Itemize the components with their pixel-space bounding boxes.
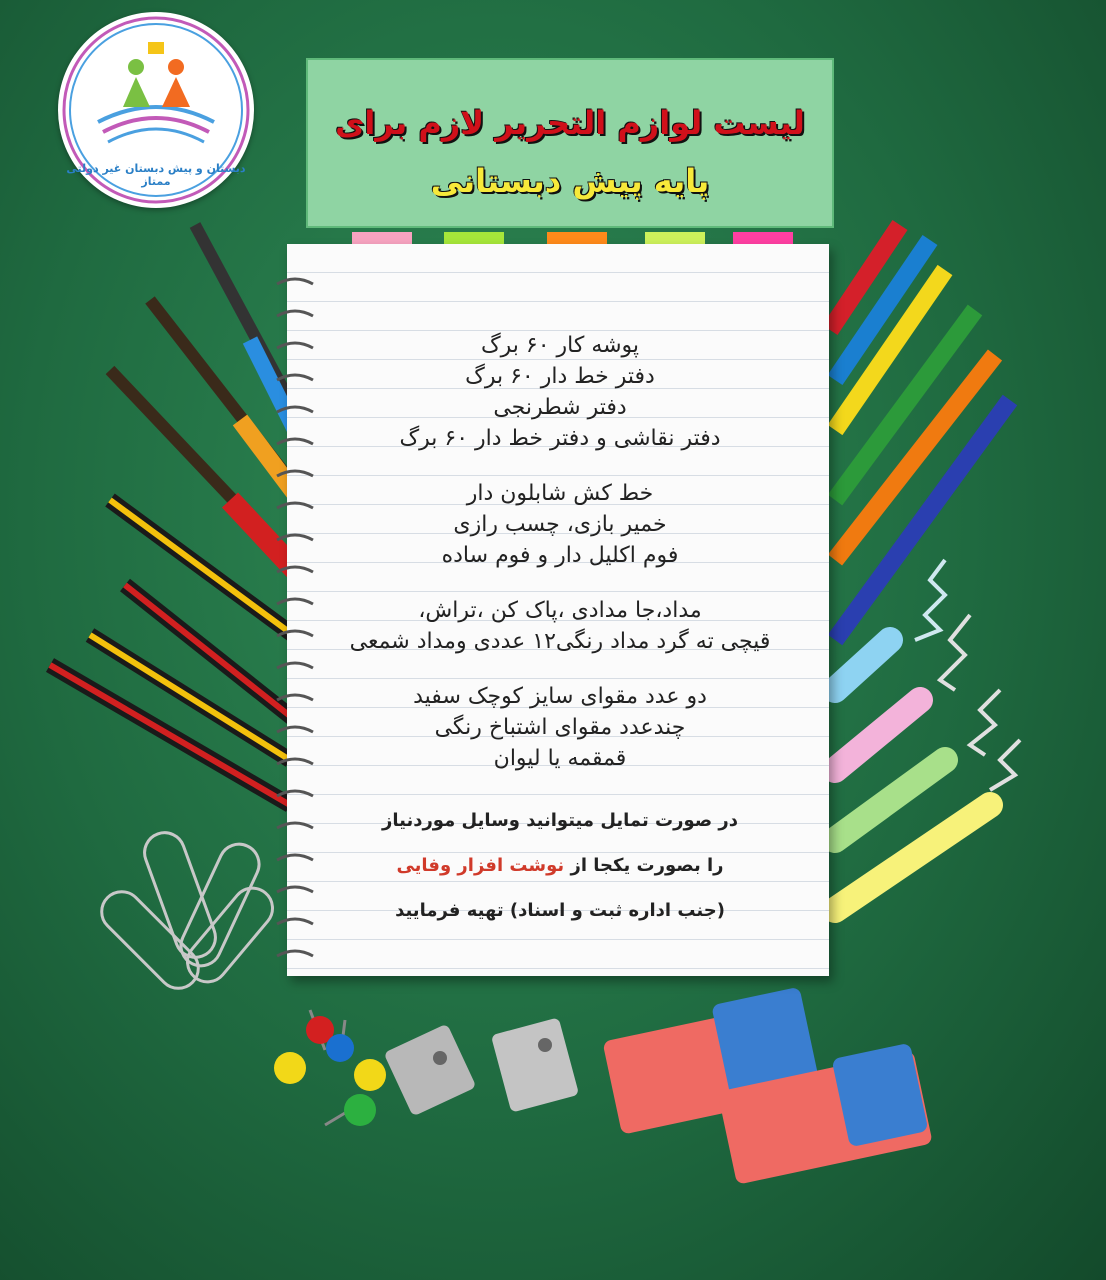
list-group-misc xyxy=(300,681,820,774)
list-item: قمقمه یا لیوان xyxy=(493,746,627,771)
list-item: دفتر خط دار ۶۰ برگ xyxy=(465,364,655,389)
list-item: قیچی ته گرد مداد رنگی۱۲ عددی ومداد شمعی xyxy=(349,629,771,654)
list-item: خط کش شابلون دار xyxy=(466,481,654,506)
list-item: دفتر نقاشی و دفتر خط دار ۶۰ برگ xyxy=(399,426,721,451)
list-group-notebooks xyxy=(300,330,820,454)
note-line xyxy=(300,843,820,888)
list-item: مداد،جا مدادی ،پاک کن ،تراش، xyxy=(418,598,702,623)
list-item: دو عدد مقوای سایز کوچک سفید xyxy=(413,684,707,709)
push-pin-icon xyxy=(274,1010,386,1126)
paper-clip-icon xyxy=(93,827,280,996)
sharpener-icon xyxy=(383,1017,579,1116)
page-title: لیست لوازم التحریر لازم برای xyxy=(335,104,805,142)
shop-name: نوشت افزار وفایی xyxy=(396,855,565,876)
list-item: چندعدد مقوای اشتباخ رنگی xyxy=(434,715,686,740)
list-item: دفتر شطرنجی xyxy=(493,395,627,420)
note-line: در صورت تمایل میتوانید وسایل موردنیاز xyxy=(381,810,738,831)
chalk-icon xyxy=(835,700,920,770)
purchase-note xyxy=(300,798,820,933)
page-subtitle: پایه پیش دبستانی xyxy=(430,162,710,200)
list-group-writing xyxy=(300,595,820,657)
note-line: (جنب اداره ثبت و اسناد) تهیه فرمایید xyxy=(395,900,725,921)
supply-list xyxy=(300,330,820,933)
chalk-icon xyxy=(835,640,890,690)
logo-caption: دبستان و پیش دبستان غیر دولتی ممتاز xyxy=(66,162,246,188)
title-banner xyxy=(306,58,834,228)
note-text: را بصورت یکجا از xyxy=(570,855,724,876)
list-item: فوم اکلیل دار و فوم ساده xyxy=(441,543,679,568)
list-item: خمیر بازی، چسب رازی xyxy=(453,512,667,537)
list-item: پوشه کار ۶۰ برگ xyxy=(480,333,640,358)
list-group-crafts xyxy=(300,478,820,571)
eraser-icon xyxy=(602,987,932,1185)
